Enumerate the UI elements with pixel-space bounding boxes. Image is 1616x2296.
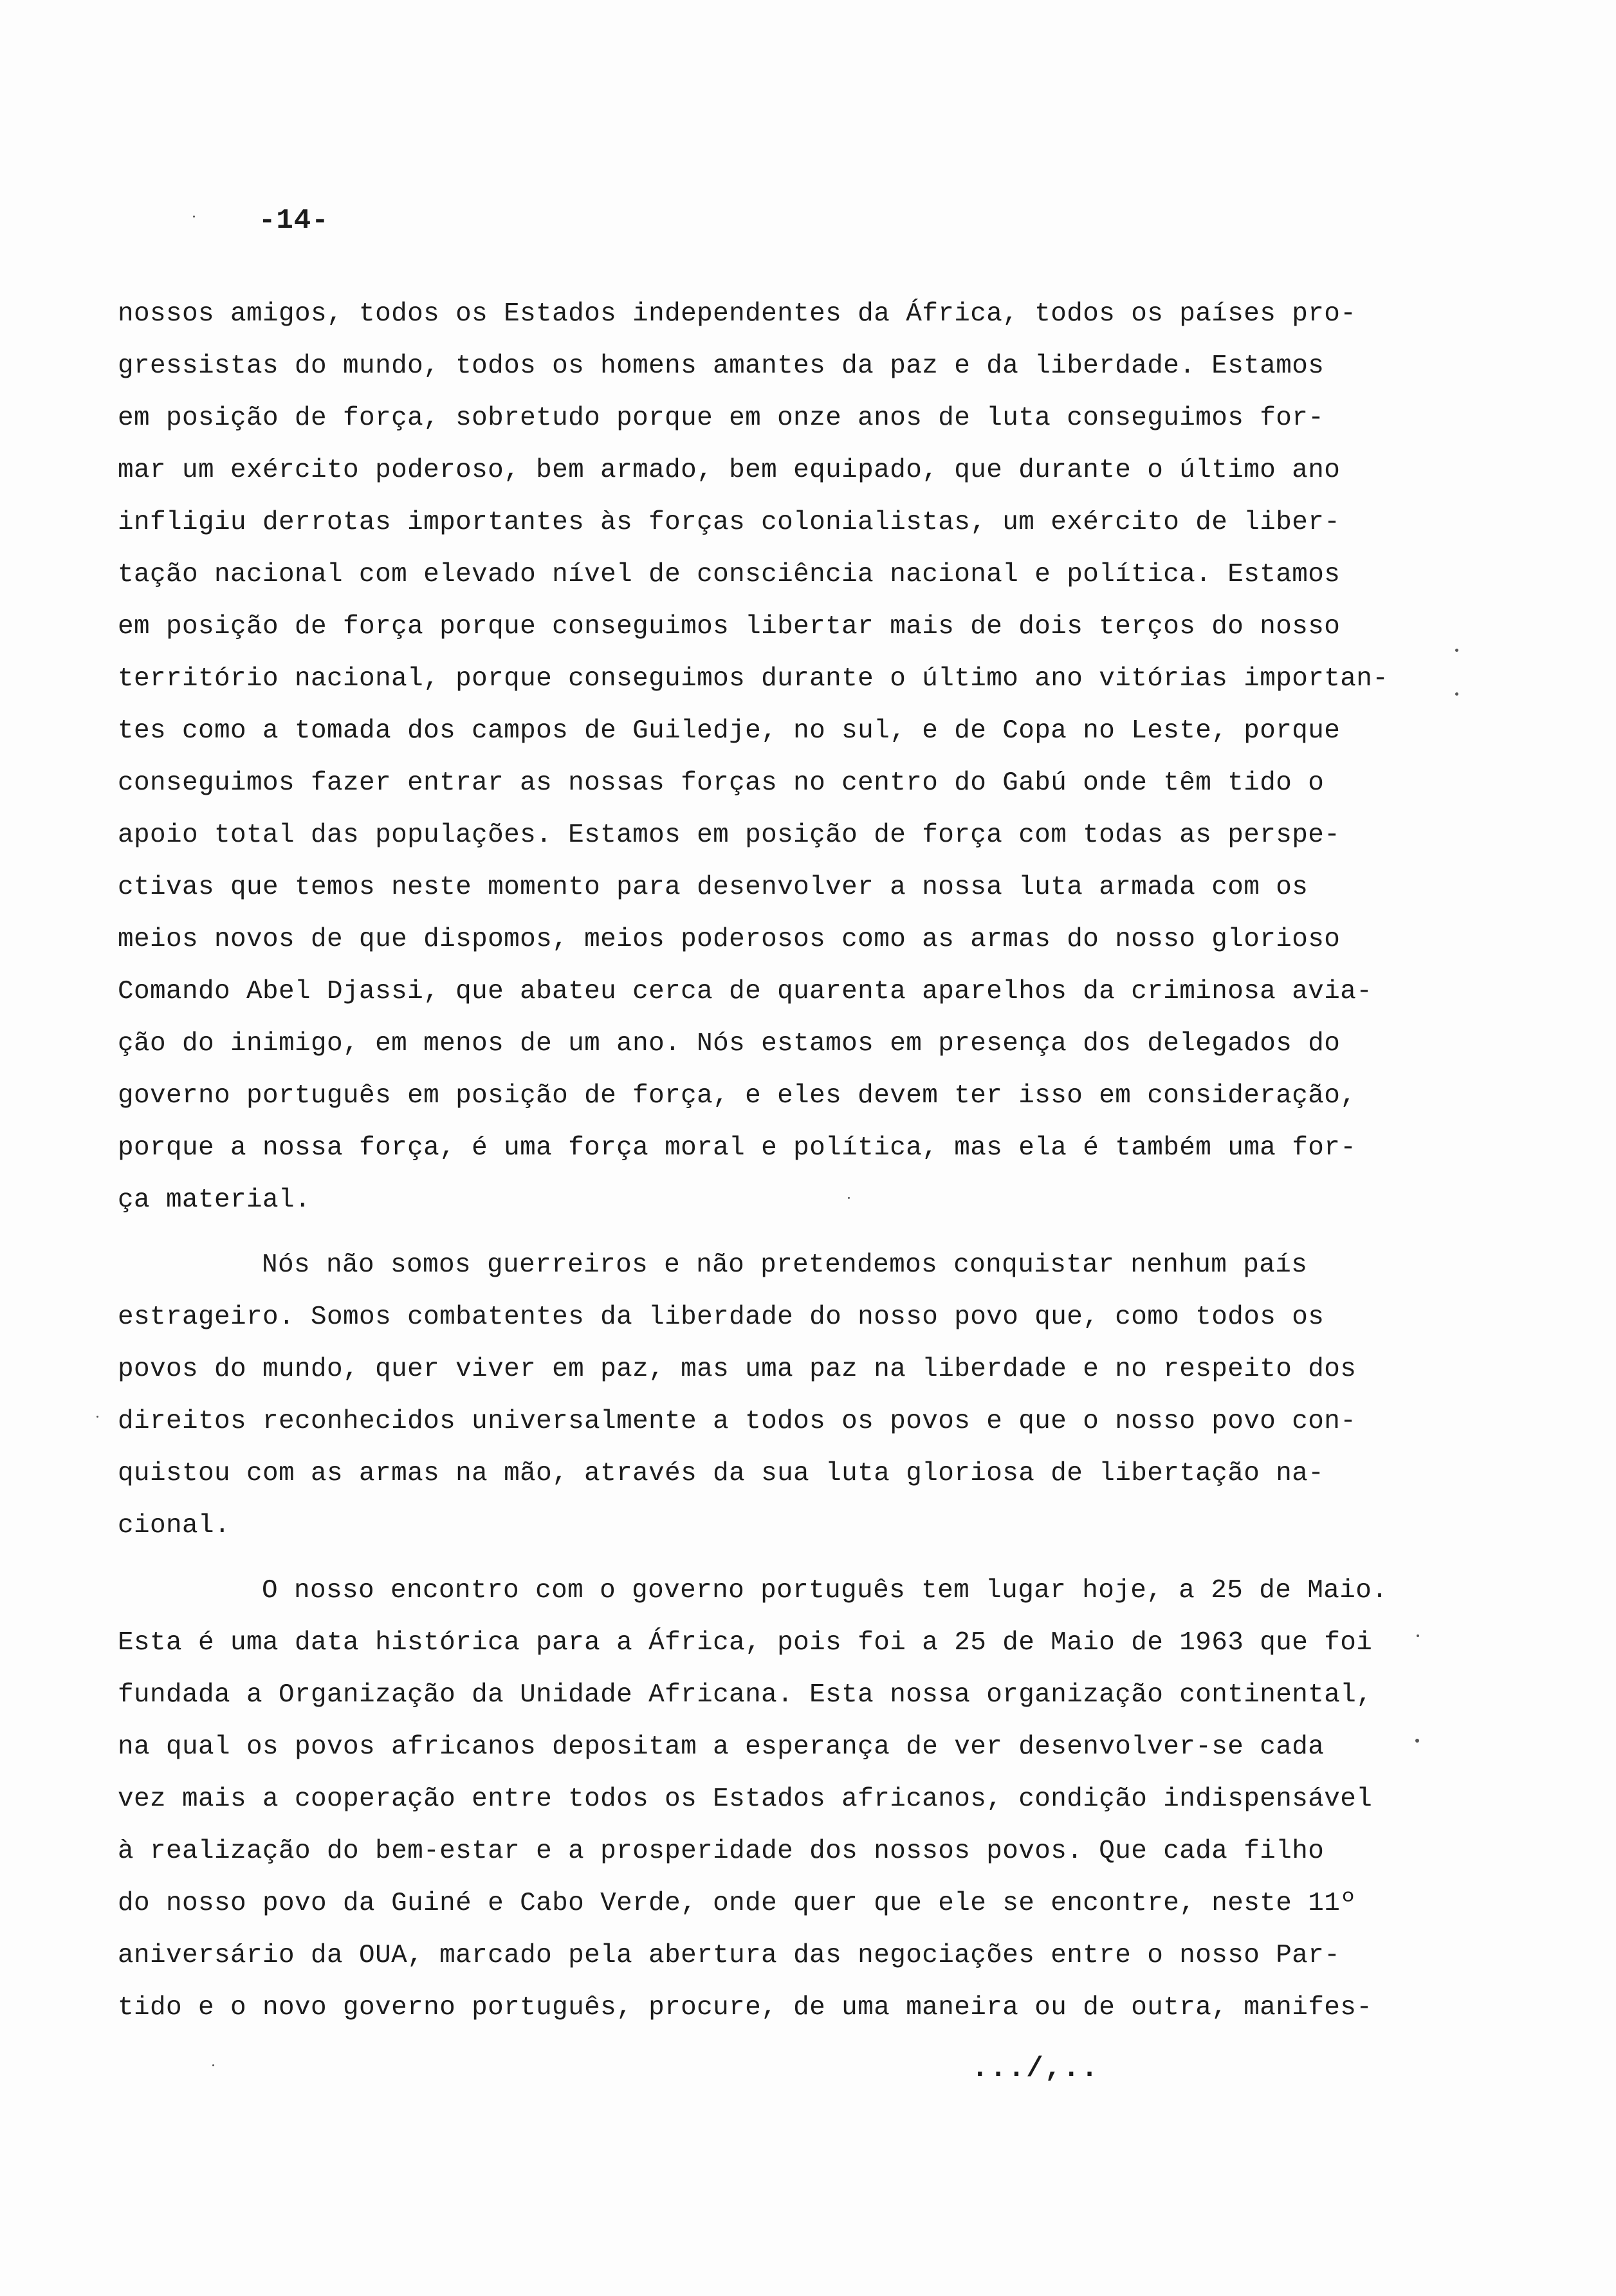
- text-line: gressistas do mundo, todos os homens amantes da paz e da liberdade. Estamos: [118, 351, 1325, 381]
- text-line: conseguimos fazer entrar as nossas forças no centro do Gabú onde têm tido o: [118, 768, 1325, 798]
- text-line: à realização do bem-estar e a prosperidade dos nossos povos. Que cada filho: [118, 1837, 1325, 1866]
- text-line: tes como a tomada dos campos de Guiledje, no sul, e de Copa no Leste, porque: [118, 716, 1341, 746]
- text-line: aniversário da OUA, marcado pela abertura das negociações entre o nosso Par-: [118, 1941, 1341, 1970]
- scan-speck: [1417, 1634, 1419, 1637]
- text-line: ctivas que temos neste momento para desenvolver a nossa luta armada com os: [118, 873, 1308, 902]
- text-line: estrageiro. Somos combatentes da liberdade do nosso povo que, como todos os: [118, 1302, 1325, 1332]
- text-line: porque a nossa força, é uma força moral e política, mas ela é também uma for-: [118, 1133, 1357, 1163]
- text-line: em posição de força porque conseguimos libertar mais de dois terços do nosso: [118, 612, 1341, 642]
- text-line: nossos amigos, todos os Estados independentes da África, todos os países pro-: [118, 299, 1357, 329]
- text-line: O nosso encontro com o governo português tem lugar hoje, a 25 de Maio.: [262, 1576, 1388, 1606]
- paragraph: [118, 288, 1398, 1227]
- continuation-mark: .../,..: [971, 2053, 1099, 2085]
- text-line: ça material.: [118, 1185, 311, 1215]
- scan-speck: [1455, 692, 1458, 696]
- text-line: governo português em posição de força, e eles devem ter isso em consideração,: [118, 1081, 1357, 1111]
- text-line: povos do mundo, quer viver em paz, mas uma paz na liberdade e no respeito dos: [118, 1355, 1357, 1384]
- text-line: Comando Abel Djassi, que abateu cerca de quarenta aparelhos da criminosa avia-: [118, 977, 1373, 1006]
- text-line: em posição de força, sobretudo porque em onze anos de luta conseguimos for-: [118, 403, 1325, 433]
- paragraph-gap: [118, 1552, 1398, 1565]
- text-line: do nosso povo da Guiné e Cabo Verde, onde quer que ele se encontre, neste 11º: [118, 1889, 1357, 1918]
- text-line: quistou com as armas na mão, através da sua luta gloriosa de libertação na-: [118, 1459, 1325, 1488]
- text-line: direitos reconhecidos universalmente a todos os povos e que o nosso povo con-: [118, 1407, 1357, 1436]
- text-line: fundada a Organização da Unidade Africana. Esta nossa organização continental,: [118, 1680, 1373, 1710]
- text-line: meios novos de que dispomos, meios poderosos como as armas do nosso glorioso: [118, 925, 1341, 954]
- text-line: infligiu derrotas importantes às forças colonialistas, um exército de liber-: [118, 508, 1341, 537]
- text-line: tido e o novo governo português, procure, de uma maneira ou de outra, manifes-: [118, 1993, 1373, 2023]
- text-line: cional.: [118, 1511, 231, 1541]
- scan-speck: [1415, 1739, 1419, 1743]
- text-line: ção do inimigo, em menos de um ano. Nós estamos em presença dos delegados do: [118, 1029, 1341, 1059]
- body-text: [118, 288, 1398, 2034]
- text-line: vez mais a cooperação entre todos os Estados africanos, condição indispensável: [118, 1784, 1373, 1814]
- scan-speck: [212, 2064, 214, 2066]
- scan-speck: [193, 216, 195, 218]
- text-line: território nacional, porque conseguimos durante o último ano vitórias importan-: [118, 664, 1389, 694]
- text-line: Esta é uma data histórica para a África, pois foi a 25 de Maio de 1963 que foi: [118, 1628, 1373, 1658]
- text-line: apoio total das populações. Estamos em posição de força com todas as perspe-: [118, 820, 1341, 850]
- text-line: Nós não somos guerreiros e não pretendemos conquistar nenhum país: [262, 1250, 1308, 1280]
- paragraph-gap: [118, 1227, 1398, 1239]
- paragraph: [118, 1565, 1398, 2034]
- text-line: na qual os povos africanos depositam a esperança de ver desenvolver-se cada: [118, 1732, 1325, 1762]
- text-line: mar um exército poderoso, bem armado, bem equipado, que durante o último ano: [118, 456, 1341, 485]
- text-line: tação nacional com elevado nível de consciência nacional e política. Estamos: [118, 560, 1341, 589]
- page-number: -14-: [259, 205, 329, 237]
- scan-speck: [1455, 649, 1458, 652]
- paragraph: [118, 1239, 1398, 1552]
- scan-speck: [848, 1197, 850, 1199]
- scan-speck: [96, 1416, 98, 1418]
